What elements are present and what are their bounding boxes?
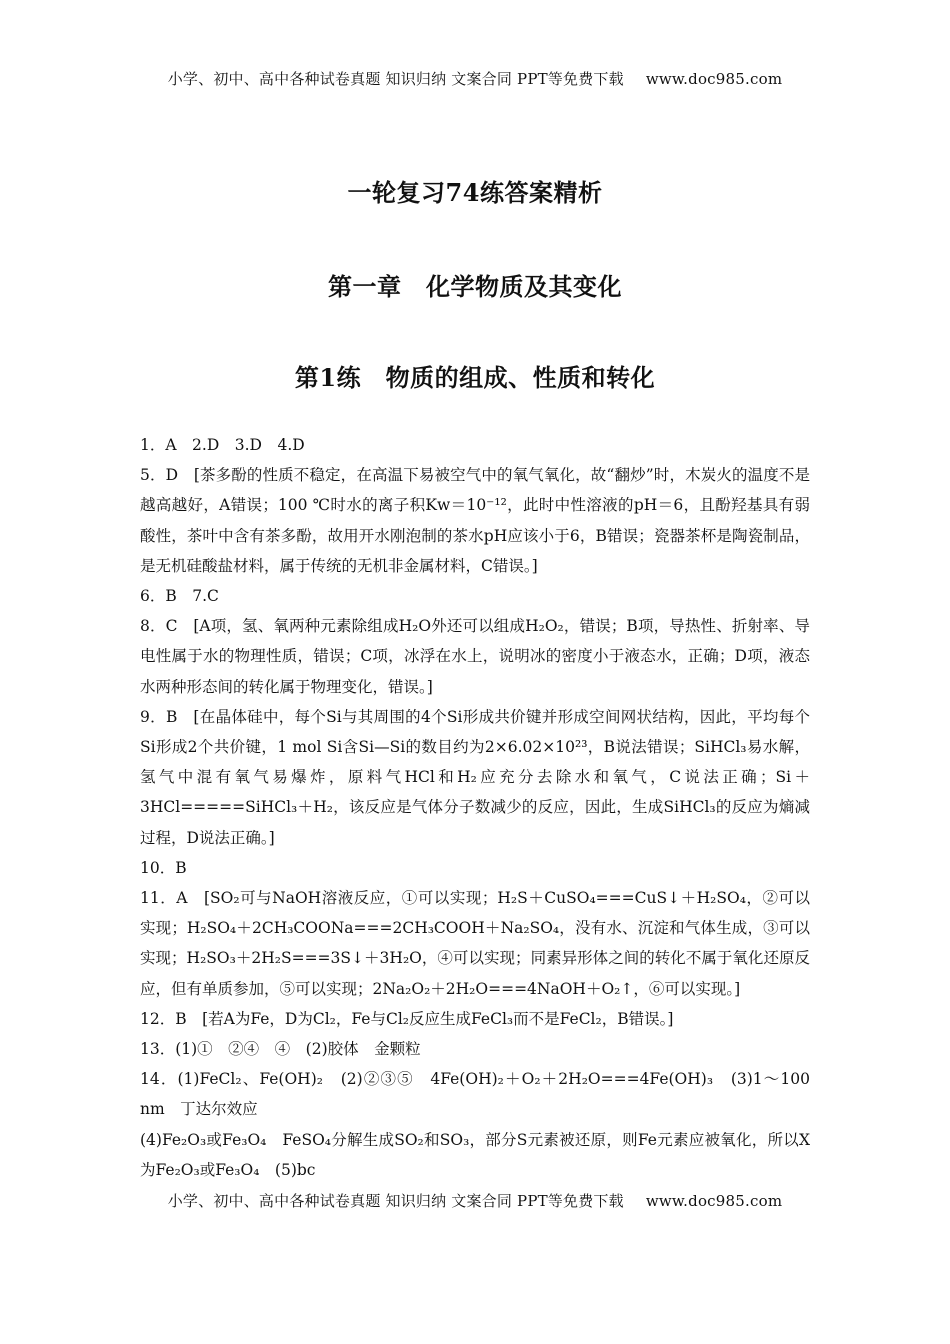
header-text: 小学、初中、高中各种试卷真题 知识归纳 文案合同 PPT等免费下载 (167, 70, 624, 88)
footer-site-link[interactable]: www.doc985.com (645, 1192, 783, 1210)
answer-8: 8．C [A项，氢、氧两种元素除组成H₂O外还可以组成H₂O₂，错误；B项，导热性、折射率、导电性属于水的物理性质，错误；C项，冰浮在水上，说明冰的密度小于液态水，正确；D项，液态水两种形态间的转化属于物理变化，错误。] (140, 617, 810, 696)
chapter-heading: 第一章 化学物质及其变化 (328, 272, 622, 301)
answer-14: 14．(1)FeCl₂、Fe(OH)₂ (2)②③⑤ 4Fe(OH)₂＋O₂＋2H₂O===4Fe(OH)₃ (3)1～100 nm 丁达尔效应 (140, 1070, 810, 1119)
page-header (0, 68, 950, 89)
answer-13: 13．(1)① ②④ ④ (2)胶体 金颗粒 (140, 1040, 421, 1059)
footer-text: 小学、初中、高中各种试卷真题 知识归纳 文案合同 PPT等免费下载 (167, 1192, 624, 1210)
section-heading: 第1练 物质的组成、性质和转化 (294, 363, 656, 392)
answer-12: 12．B [若A为Fe，D为Cl₂，Fe与Cl₂反应生成FeCl₃而不是FeCl₂，B错误。] (140, 1009, 674, 1028)
document-title: 一轮复习74练答案精析 (347, 178, 603, 207)
answer-5: 5．D [茶多酚的性质不稳定，在高温下易被空气中的氧气氧化，故“翻炒”时，木炭火的温度不是越高越好，A错误；100 ℃时水的离子积Kw＝10⁻¹²，此时中性溶液的pH＝6，且酚羟基具有弱酸性，茶叶中含有茶多酚，故用开水刚泡制的茶水pH应该小于6，B错误；瓷器茶杯是陶瓷制品，是无机硅酸盐材料，属于传统的无机非金属材料，C错误。] (140, 466, 810, 575)
answer-list (140, 430, 810, 1185)
page-footer (0, 1190, 950, 1211)
answer-11: 11．A [SO₂可与NaOH溶液反应，①可以实现；H₂S＋CuSO₄===CuS↓＋H₂SO₄，②可以实现；H₂SO₄＋2CH₃COONa===2CH₃COOH＋Na₂SO₄，没有水、沉淀和气体生成，③可以实现；H₂SO₃＋2H₂S===3S↓＋3H₂O，④可以实现；同素异形体之间的转化不属于氧化还原反应，但有单质参加，⑤可以实现；2Na₂O₂＋2H₂O===4NaOH＋O₂↑，⑥可以实现。] (140, 889, 810, 998)
answer-14-continued: (4)Fe₂O₃或Fe₃O₄ FeSO₄分解生成SO₂和SO₃，部分S元素被还原，则Fe元素应被氧化，所以X为Fe₂O₃或Fe₃O₄ (5)bc (140, 1130, 810, 1179)
answer-9: 9．B [在晶体硅中，每个Si与其周围的4个Si形成共价键并形成空间网状结构，因此，平均每个Si形成2个共价键，1 mol Si含Si—Si的数目约为2×6.02×10²³，B说法错误；SiHCl₃易水解，氢气中混有氧气易爆炸，原料气HCl和H₂应充分去除水和氧气，C说法正确；Si＋3HCl=====SiHCl₃＋H₂，该反应是气体分子数减少的反应，因此，生成SiHCl₃的反应为熵减过程，D说法正确。] (140, 707, 810, 847)
header-site-link[interactable]: www.doc985.com (645, 70, 783, 88)
answer-line-6-7: 6．B 7.C (140, 587, 219, 606)
answer-10: 10．B (140, 858, 187, 877)
answer-line-1-4: 1．A 2.D 3.D 4.D (140, 436, 305, 454)
